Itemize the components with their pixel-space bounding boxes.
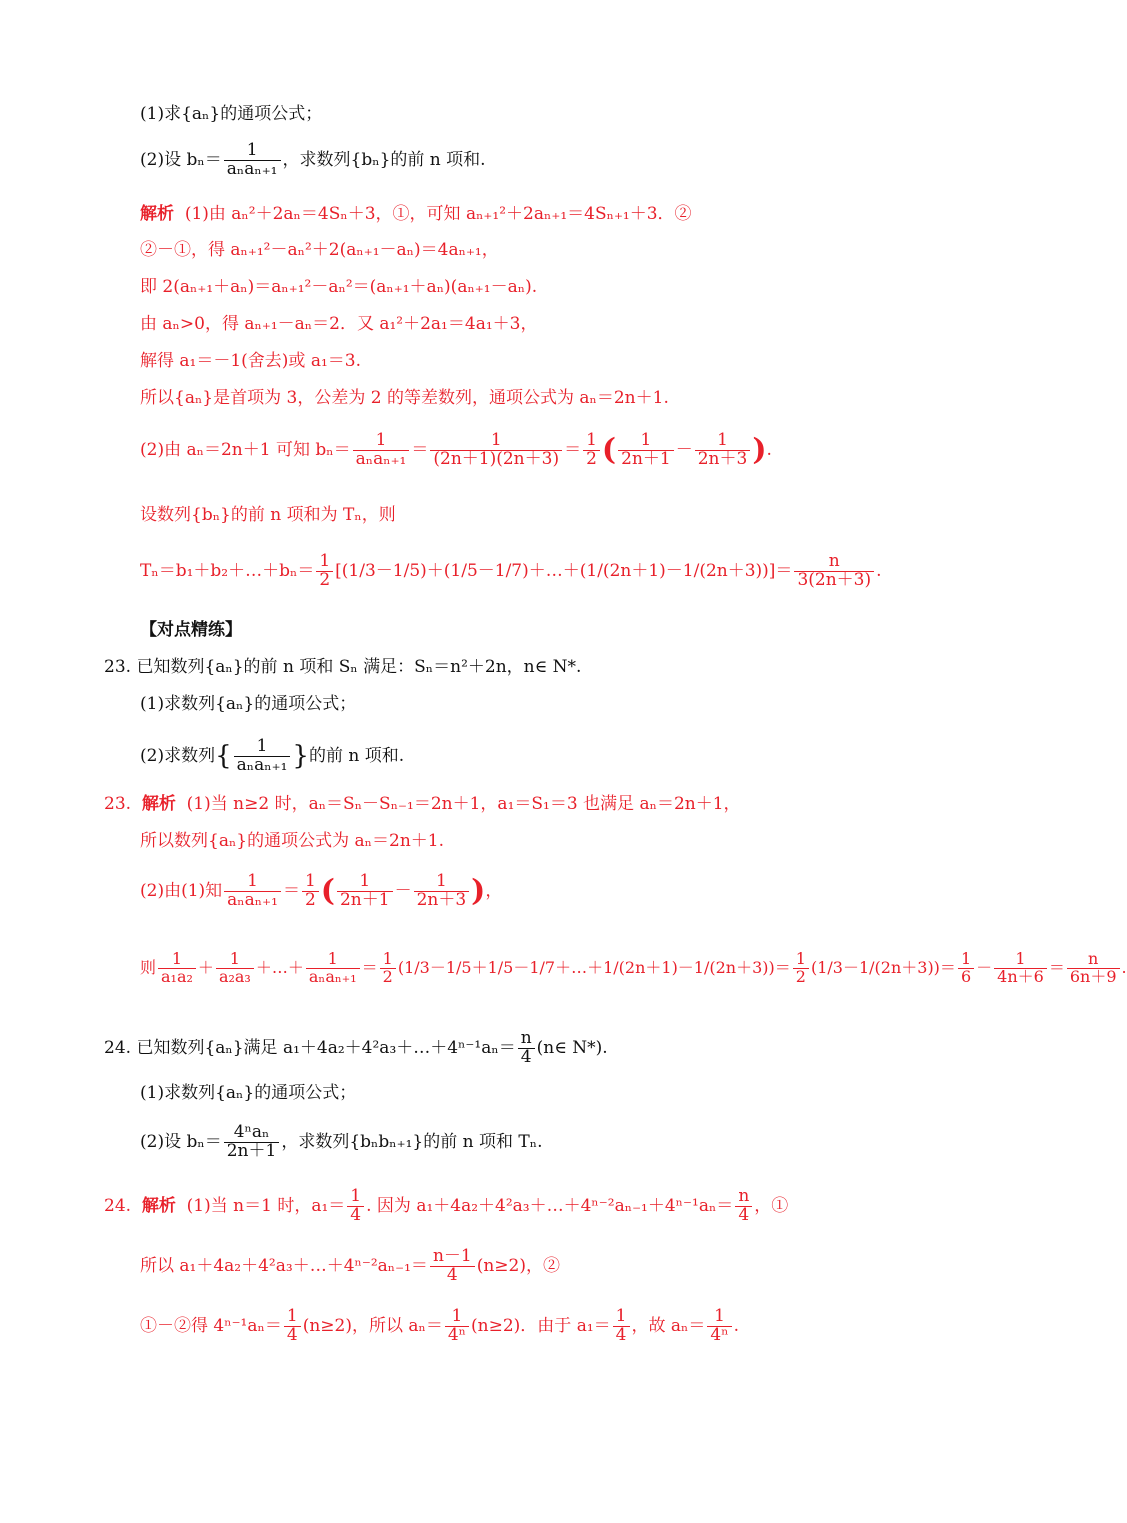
question-part-1: (1)求{aₙ}的通项公式； — [140, 104, 323, 124]
fraction: $\frac{1}{2}$ — [302, 873, 319, 910]
fraction: $\frac{1}{\text{aₙaₙ₊₁}}$ — [224, 142, 281, 179]
question-stem — [104, 1030, 608, 1067]
solution-line: 由 aₙ>0，得 aₙ₊₁－aₙ＝2．又 a₁²＋2a₁＝4a₁＋3， — [140, 314, 538, 334]
text: － — [675, 439, 693, 460]
text: (2)由(1)知 — [140, 880, 223, 901]
fraction: $\frac{1}{\text{aₙaₙ₊₁}}$ — [306, 951, 360, 986]
text: (1/3－1/(2n＋3))＝ — [810, 957, 956, 977]
fraction: $\frac{1}{4n+6}$ — [994, 951, 1047, 986]
left-paren: ( — [601, 432, 617, 468]
fraction: $\frac{1}{2n+1}$ — [337, 873, 393, 910]
fraction: $\frac{1}{2}$ — [316, 553, 333, 590]
fraction: $\frac{n-1}{4}$ — [430, 1248, 475, 1285]
solution-line: Tₙ＝b₁＋b₂＋…＋bₙ＝ $\frac{1}{2}$ [(1/3－1/5)＋(1/5－1/7)＋…＋(1/(2n＋1)－1/(2n＋3))]＝ $\frac{n}{3(2n+3)}$ . — [140, 551, 882, 590]
fraction: $\frac{1}{\text{4ⁿ}}$ — [445, 1308, 469, 1345]
solution-line: (2)由(1)知 $\frac{1}{\text{aₙaₙ₊₁}}$ ＝ $\frac{1}{2}$ ( $\frac{1}{2n+1}$ － $\frac{1}{2n+3}$ )， — [140, 871, 503, 910]
question-stem: 23. 已知数列{aₙ}的前 n 项和 Sₙ 满足：Sₙ＝n²＋2n，n∈ N*. — [104, 657, 582, 677]
fraction: $\frac{1}{\text{aₙaₙ₊₁}}$ — [353, 432, 410, 469]
text: 24. 已知数列{aₙ}满足 a₁＋4a₂＋4²a₃＋…＋4ⁿ⁻¹aₙ＝ — [104, 1037, 516, 1058]
fraction: $\frac{1}{4}$ — [613, 1308, 630, 1345]
text: (1)当 n≥2 时，aₙ＝Sₙ－Sₙ₋₁＝2n＋1，a₁＝S₁＝3 也满足 aₙ＝2n＋1， — [186, 794, 741, 814]
fraction: $\frac{1}{2n+3}$ — [414, 873, 470, 910]
text: . 因为 a₁＋4a₂＋4²a₃＋…＋4ⁿ⁻²aₙ₋₁＋4ⁿ⁻¹aₙ＝ — [366, 1195, 734, 1216]
fraction: $\frac{n}{6n+9}$ — [1067, 951, 1120, 986]
fraction: $\frac{\text{4ⁿaₙ}}{2n+1}$ — [224, 1124, 280, 1161]
left-brace: { — [215, 740, 232, 771]
fraction: $\frac{1}{4}$ — [347, 1188, 364, 1225]
text: ①－②得 4ⁿ⁻¹aₙ＝ — [140, 1315, 282, 1336]
text: ，① — [754, 1195, 789, 1216]
left-paren: ( — [320, 873, 335, 909]
text: 则 — [140, 957, 157, 977]
solution-line: 所以数列{aₙ}的通项公式为 aₙ＝2n＋1. — [140, 831, 444, 851]
fraction: $\frac{n}{4}$ — [518, 1030, 535, 1067]
solution-line: 即 2(aₙ₊₁＋aₙ)＝aₙ₊₁²－aₙ²＝(aₙ₊₁＋aₙ)(aₙ₊₁－aₙ). — [140, 277, 538, 297]
text: 的前 n 项和. — [308, 745, 405, 766]
question-part-1: (1)求数列{aₙ}的通项公式； — [140, 694, 357, 714]
solution-line: (2)由 aₙ＝2n＋1 可知 bₙ＝ $\frac{1}{\text{aₙaₙ₊₁}}$ ＝ $\frac{1}{(2n+1)(2n+3)}$ ＝ $\frac{1}{2}$ ( $\frac{1}{2n+1}$ － $\frac{1}{2n+3}$ ). — [140, 430, 772, 469]
fraction: $\frac{1}{6}$ — [958, 951, 974, 986]
solution-line — [140, 1308, 739, 1345]
question-part-1: (1)求数列{aₙ}的通项公式； — [140, 1083, 357, 1103]
solution-line — [140, 204, 692, 224]
fraction: $\frac{n}{4}$ — [735, 1188, 752, 1225]
text: Tₙ＝b₁＋b₂＋…＋bₙ＝ — [140, 560, 315, 581]
fraction: $\frac{1}{\text{a₁a₂}}$ — [158, 951, 196, 986]
fraction: $\frac{1}{4}$ — [284, 1308, 301, 1345]
fraction: $\frac{1}{2n+3}$ — [695, 432, 751, 469]
text: . — [733, 1315, 739, 1336]
text: (n≥2)．由于 a₁＝ — [471, 1315, 611, 1336]
text: ＝ — [411, 439, 429, 460]
solution-line — [104, 794, 741, 814]
fraction: $\frac{1}{(2n+1)(2n+3)}$ — [430, 432, 562, 469]
text: (1)由 aₙ²＋2aₙ＝4Sₙ＋3，①，可知 aₙ₊₁²＋2aₙ₊₁＝4Sₙ₊₁＋3．② — [184, 204, 692, 224]
text: [(1/3－1/5)＋(1/5－1/7)＋…＋(1/(2n＋1)－1/(2n＋3))]＝ — [335, 560, 793, 581]
question-part-2 — [140, 142, 486, 179]
solution-line: 则 $\frac{1}{\text{a₁a₂}}$ ＋ $\frac{1}{\text{a₂a₃}}$ ＋…＋ $\frac{1}{\text{aₙaₙ₊₁}}$ ＝ $\frac{1}{2}$ (1/3－1/5＋1/5－1/7＋…＋1/(2n＋1)－1/(2n＋3))＝ $\frac{1}{2}$ (1/3－1/(2n＋3))＝ $\frac{1}{6}$ － $\frac{1}{4n+6}$ ＝ $\frac{n}{6n+9}$ . — [140, 949, 1127, 986]
solution-label: 解析 — [140, 204, 174, 224]
text: (2)设 bₙ＝ — [140, 1131, 222, 1152]
solution-line: ②－①，得 aₙ₊₁²－aₙ²＋2(aₙ₊₁－aₙ)＝4aₙ₊₁， — [140, 240, 499, 260]
fraction: $\frac{1}{2}$ — [793, 951, 809, 986]
right-paren: ) — [471, 873, 486, 909]
text: (2)设 bₙ＝ — [140, 149, 222, 170]
fraction: $\frac{1}{\text{aₙaₙ₊₁}}$ — [224, 873, 281, 910]
right-paren: ) — [752, 432, 767, 468]
solution-line: 解得 a₁＝－1(舍去)或 a₁＝3. — [140, 351, 362, 371]
text: (n≥2)，所以 aₙ＝ — [302, 1315, 443, 1336]
fraction: $\frac{n}{3(2n+3)}$ — [794, 553, 874, 590]
solution-label: 解析 — [141, 1195, 176, 1216]
fraction: $\frac{1}{\text{4ⁿ}}$ — [707, 1308, 731, 1345]
text: (1)当 n＝1 时，a₁＝ — [186, 1195, 346, 1216]
text: (n∈ N*). — [536, 1037, 608, 1058]
solution-number: 24. — [104, 1195, 132, 1216]
solution-line — [140, 1248, 560, 1285]
text: (n≥2)，② — [476, 1255, 560, 1276]
solution-line — [104, 1188, 788, 1225]
question-part-2 — [140, 1124, 542, 1161]
text: (2)由 aₙ＝2n＋1 可知 bₙ＝ — [140, 439, 351, 460]
text: ＝ — [564, 439, 582, 460]
solution-label: 解析 — [141, 794, 176, 814]
fraction: $\frac{1}{2}$ — [380, 951, 396, 986]
fraction: $\frac{1}{2n+1}$ — [618, 432, 674, 469]
text: (1/3－1/5＋1/5－1/7＋…＋1/(2n＋1)－1/(2n＋3))＝ — [397, 957, 791, 977]
text: (2)求数列 — [140, 745, 216, 766]
question-part-2 — [140, 738, 404, 775]
text: 所以 a₁＋4a₂＋4²a₃＋…＋4ⁿ⁻²aₙ₋₁＝ — [140, 1255, 428, 1276]
text: ，故 aₙ＝ — [631, 1315, 706, 1336]
solution-line: 设数列{bₙ}的前 n 项和为 Tₙ，则 — [140, 505, 396, 525]
fraction: $\frac{1}{\text{aₙaₙ₊₁}}$ — [234, 738, 291, 775]
fraction: $\frac{1}{2}$ — [583, 432, 600, 469]
text: ，求数列{bₙbₙ₊₁}的前 n 项和 Tₙ. — [281, 1131, 543, 1152]
solution-line: 所以{aₙ}是首项为 3，公差为 2 的等差数列，通项公式为 aₙ＝2n＋1. — [140, 388, 669, 408]
fraction: $\frac{1}{\text{a₂a₃}}$ — [216, 951, 254, 986]
section-title: 【对点精练】 — [140, 620, 242, 640]
text: ，求数列{bₙ}的前 n 项和. — [282, 149, 486, 170]
right-brace: } — [292, 740, 309, 771]
solution-number: 23. — [104, 794, 132, 814]
